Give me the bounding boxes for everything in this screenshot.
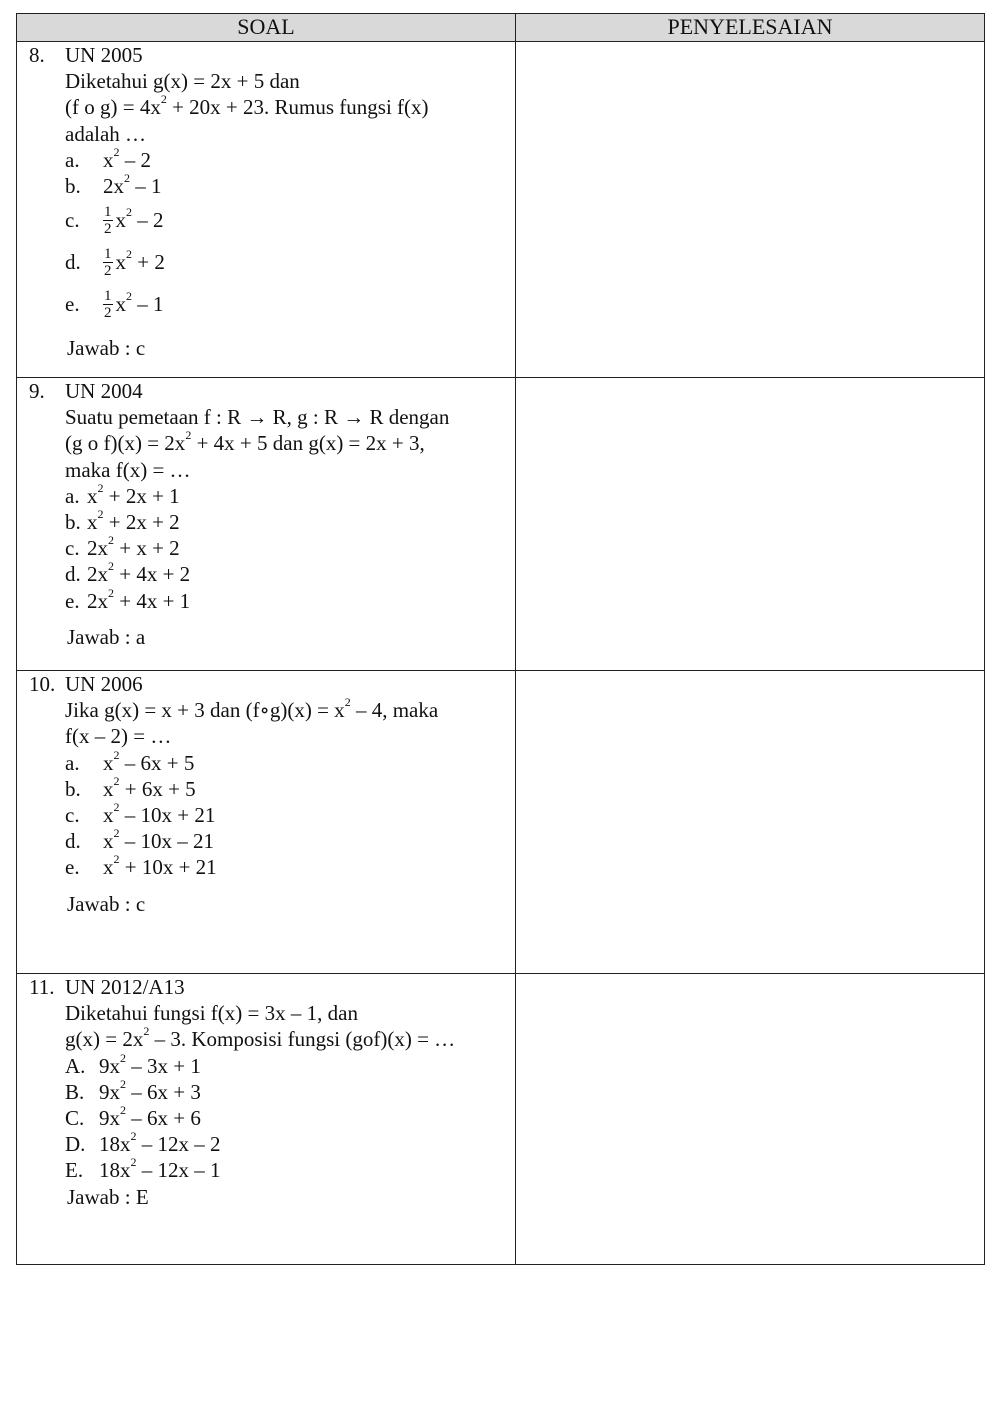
question-row-10 (17, 671, 985, 974)
option-d: D. $18x^2 - 12x - 2$ (65, 1129, 221, 1157)
option-c: c. $\frac{1}{2}$ $x^2 - 2$ (65, 203, 164, 237)
question-cell (17, 378, 516, 671)
option-b: B. $9x^2 - 6x + 3$ (65, 1076, 201, 1104)
question-row-9 (17, 378, 985, 671)
question-source: UN 2012/A13 (65, 975, 185, 999)
option-a: A. $9x^2 - 3x + 1$ (65, 1050, 201, 1078)
question-number: 11. (29, 975, 55, 999)
fraction: $\frac{1}{2}$ (104, 287, 112, 321)
question-text: Diketahui g(x) = 2x + 5 dan (65, 69, 300, 94)
question-cell (17, 974, 516, 1265)
header-penyelesaian: PENYELESAIAN (516, 14, 985, 42)
question-row-8 (17, 42, 985, 378)
option-d: d. $2x^2 + 4x + 2$ (65, 559, 191, 587)
answer-key: Jawab : c (67, 891, 146, 916)
option-c: c. $2x^2 + x + 2$ (65, 533, 180, 561)
answer-key: Jawab : E (67, 1184, 149, 1209)
question-text: Diketahui fungsi f(x) = 3x – 1, dan (65, 1001, 358, 1026)
option-e: e. $x^2 + 10x + 21$ (65, 852, 217, 880)
option-e: e. $2x^2 + 4x + 1$ (65, 585, 191, 613)
question-text: Suatu pemetaan f : R → R, g : R → R dengan (65, 405, 450, 430)
question-table (16, 13, 985, 1265)
question-text: (f o $g) = 4x^2 + 20x + 23$. Rumus fungsi f(x) (65, 92, 429, 120)
solution-cell (516, 974, 985, 1265)
question-source: UN 2006 (65, 672, 143, 696)
question-text: $g(x) = 2x^2 - 3$. Komposisi fungsi (gof)(x) = … (65, 1024, 456, 1052)
option-a: a. $x^2 - 6x + 5$ (65, 747, 195, 775)
header-soal: SOAL (17, 14, 516, 42)
option-a: a. $x^2 - 2$ (65, 144, 151, 172)
option-e: E. $18x^2 - 12x - 1$ (65, 1155, 221, 1183)
solution-cell (516, 42, 985, 378)
option-b: b. $2x^2 - 1$ (65, 171, 162, 199)
question-text: adalah … (65, 121, 147, 146)
question-number: 9. (29, 379, 45, 403)
question-text: f(x – 2) = … (65, 724, 172, 749)
table-header-row (17, 14, 985, 42)
option-b: b. $x^2 + 6x + 5$ (65, 773, 196, 801)
question-source: UN 2004 (65, 379, 143, 403)
option-d: d. $x^2 - 10x - 21$ (65, 826, 214, 854)
answer-key: Jawab : a (67, 624, 146, 649)
solution-cell (516, 378, 985, 671)
solution-cell (516, 671, 985, 974)
question-number: 8. (29, 43, 45, 67)
question-cell (17, 671, 516, 974)
question-text: Jika g(x) = x + 3 dan (f∘g)(x) = $x^2 - 4$, maka (65, 695, 439, 723)
question-source: UN 2005 (65, 43, 143, 67)
question-text: (g o $f)(x) = 2x^2 + 4x + 5$ dan g(x) = 2x + 3, (65, 428, 425, 456)
question-cell (17, 42, 516, 378)
question-text: maka f(x) = … (65, 457, 191, 482)
option-e: e. $\frac{1}{2}$ $x^2 - 1$ (65, 287, 164, 321)
option-d: d. $\frac{1}{2}$ $x^2 + 2$ (65, 245, 165, 279)
answer-key: Jawab : c (67, 336, 146, 361)
fraction: $\frac{1}{2}$ (104, 245, 112, 279)
option-a: a. $x^2 + 2x + 1$ (65, 480, 180, 508)
question-row-11 (17, 974, 985, 1265)
fraction: $\frac{1}{2}$ (104, 203, 112, 237)
question-number: 10. (29, 672, 56, 696)
option-c: c. $x^2 - 10x + 21$ (65, 800, 216, 828)
option-b: b. $x^2 + 2x + 2$ (65, 507, 180, 535)
option-c: C. $9x^2 - 6x + 6$ (65, 1103, 201, 1131)
